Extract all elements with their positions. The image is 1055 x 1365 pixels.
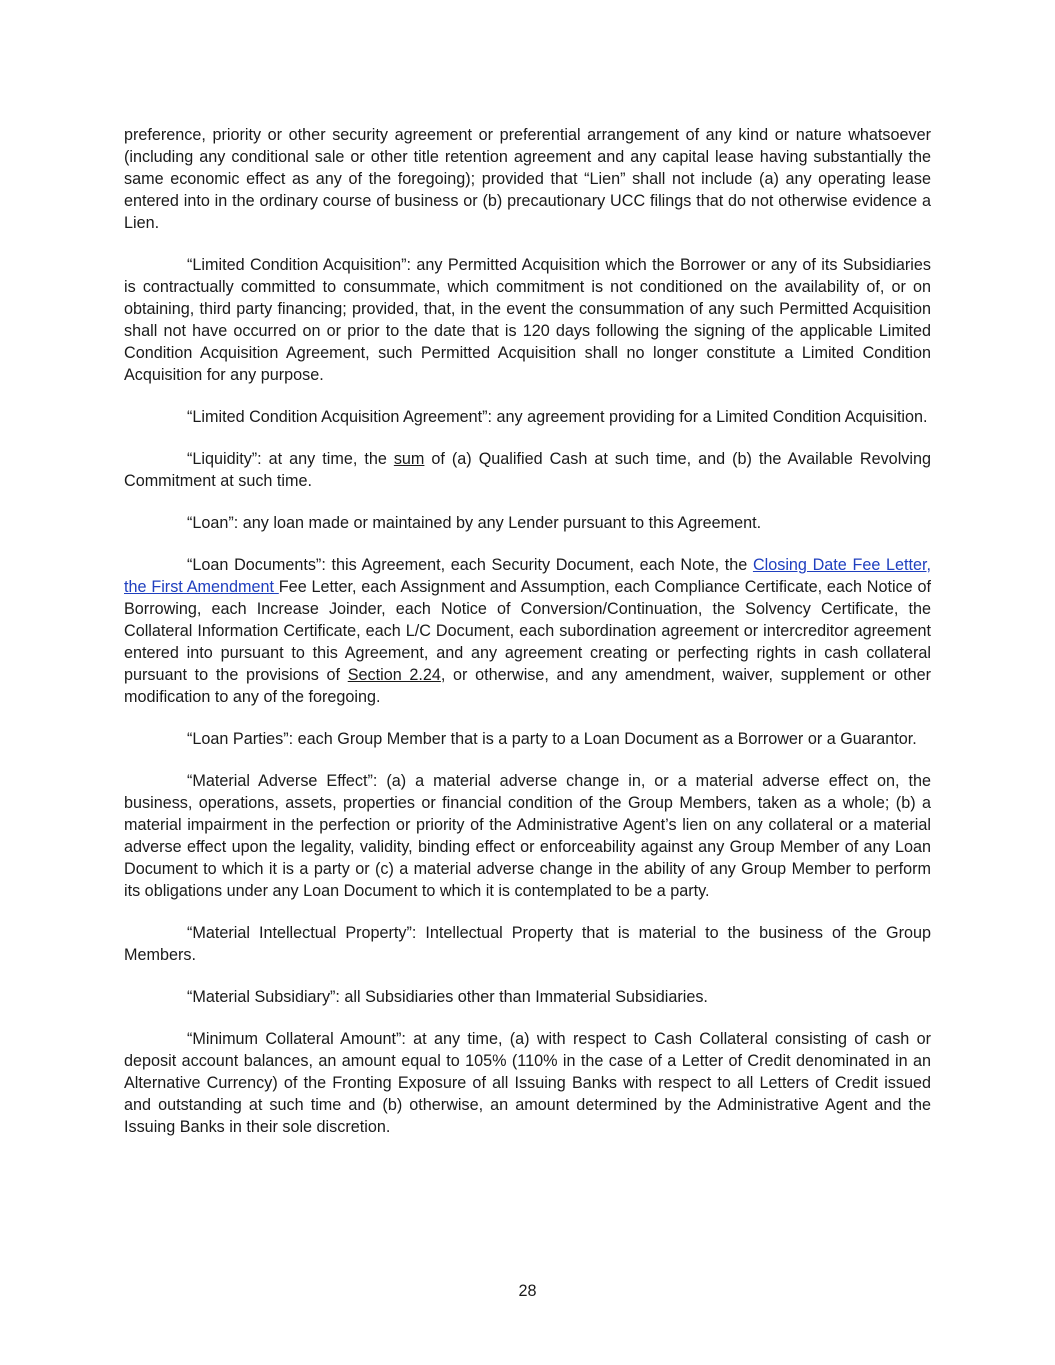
liquidity-sum-underlined: sum <box>393 450 425 468</box>
definition-loan-documents <box>124 554 931 708</box>
definition-material-adverse-effect: “Material Adverse Effect”: (a) a material adverse change in, or a material adverse effect on, the business, operations, assets, properties or financial condition of the Group Members, taken as a whole; (b) a material impairment in the perfection or priority of the Administrative Agent’s lien on any collateral or a material adverse effect upon the legality, validity, binding effect or enforceability against any Group Member of any Loan Document to which it is a party or (c) a material adverse change in the ability of any Group Member to perform its obligations under any Loan Document to which it is contemplated to be a party. <box>124 772 931 900</box>
paragraph-lien-continuation: preference, priority or other security agreement or preferential arrangement of any kind or nature whatsoever (including any conditional sale or other title retention agreement and any capital lease having substantially the same economic effect as any of the foregoing); provided that “Lien” shall not include (a) any operating lease entered into in the ordinary course of business or (b) precautionary UCC filings that do not otherwise evidence a Lien. <box>124 126 931 232</box>
definition-liquidity <box>124 448 931 492</box>
section-2-24-reference: Section 2.24 <box>347 666 441 684</box>
definition-limited-condition-acquisition: “Limited Condition Acquisition”: any Permitted Acquisition which the Borrower or any of its Subsidiaries is contractually committed to consummate, which commitment is not conditioned on the availability of, or on obtaining, third party financing; provided, that, in the event the consummation of any such Permitted Acquisition shall not have occurred on or prior to the date that is 120 days following the signing of the applicable Limited Condition Acquisition Agreement, such Permitted Acquisition shall no longer constitute a Limited Condition Acquisition for any purpose. <box>124 256 931 384</box>
definition-material-intellectual-property: “Material Intellectual Property”: Intellectual Property that is material to the business of the Group Members. <box>124 924 931 964</box>
liquidity-text-after: of (a) Qualified Cash at such time, and (b) the Available Revolving Commitment at such time. <box>124 450 931 490</box>
definition-minimum-collateral-amount: “Minimum Collateral Amount”: at any time, (a) with respect to Cash Collateral consisting of cash or deposit account balances, an amount equal to 105% (110% in the case of a Letter of Credit denominated in an Alternative Currency) of the Fronting Exposure of all Issuing Banks with respect to all Letters of Credit issued and outstanding at such time and (b) otherwise, an amount determined by the Administrative Agent and the Issuing Banks in their sole discretion. <box>124 1030 931 1136</box>
page-number: 28 <box>518 1282 537 1300</box>
loan-documents-text-after: , or otherwise, and any amendment, waiver, supplement or other modification to any of the foregoing. <box>124 666 931 706</box>
closing-date-fee-letter-link[interactable]: Closing Date Fee Letter, the First Amendment <box>124 556 931 596</box>
liquidity-text-before: “Liquidity”: at any time, the <box>187 450 394 468</box>
definition-limited-condition-acquisition-agreement: “Limited Condition Acquisition Agreement”: any agreement providing for a Limited Condition Acquisition. <box>187 408 928 426</box>
definition-material-subsidiary: “Material Subsidiary”: all Subsidiaries other than Immaterial Subsidiaries. <box>187 988 708 1006</box>
definition-loan: “Loan”: any loan made or maintained by any Lender pursuant to this Agreement. <box>187 514 762 532</box>
document-page <box>124 124 931 1158</box>
definition-loan-parties: “Loan Parties”: each Group Member that is a party to a Loan Document as a Borrower or a Guarantor. <box>187 730 917 748</box>
loan-documents-text-before: “Loan Documents”: this Agreement, each Security Document, each Note, the <box>187 556 753 574</box>
loan-documents-text-middle: Fee Letter, each Assignment and Assumption, each Compliance Certificate, each Notice of Borrowing, each Increase Joinder, each Notice of Conversion/Continuation, the Solvency Certificate, the Collateral Information Certificate, each L/C Document, each subordination agreement or intercreditor agreement entered into pursuant to this Agreement, and any agreement creating or perfecting rights in cash collateral pursuant to the provisions of <box>124 578 931 684</box>
